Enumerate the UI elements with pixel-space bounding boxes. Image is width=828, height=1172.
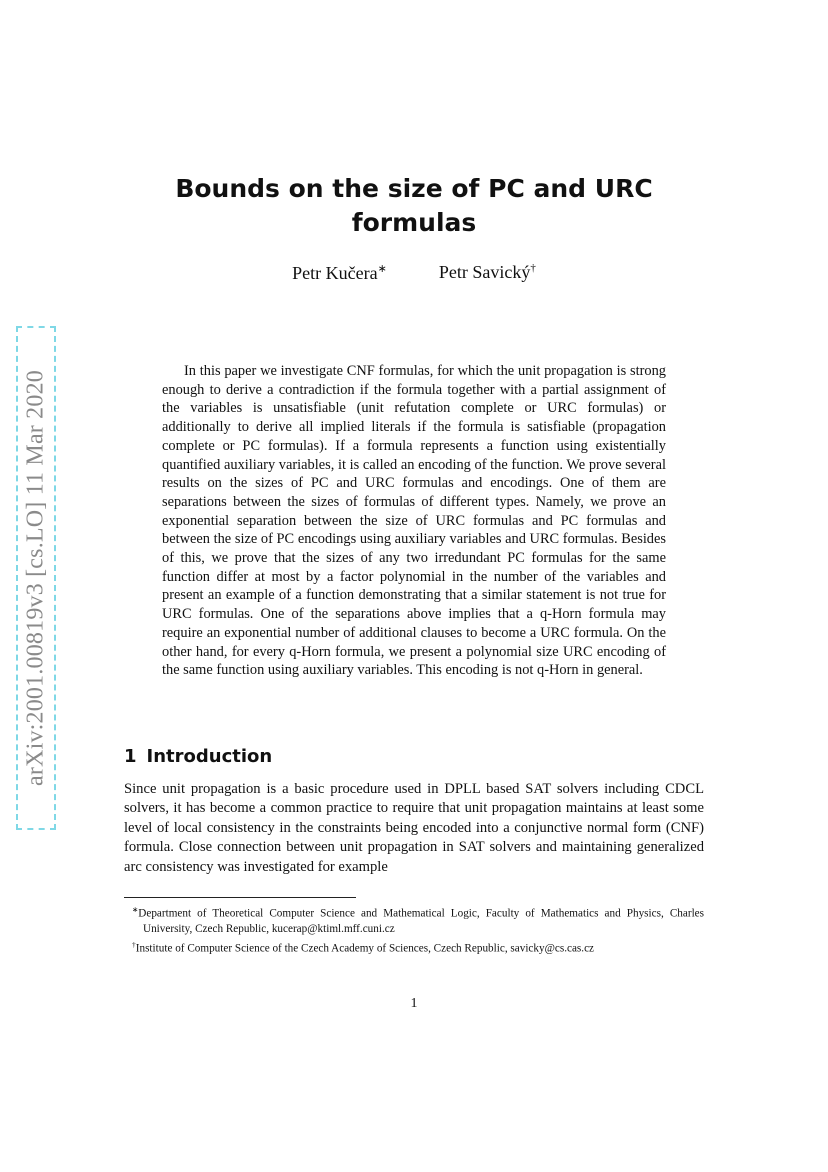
author-footnote-mark: † <box>530 262 536 274</box>
footnote-divider <box>124 897 356 898</box>
footnotes <box>124 902 704 956</box>
author: Petr Kučera∗ <box>292 263 387 283</box>
arxiv-sidebar-stamp <box>16 326 56 830</box>
footnote: †Institute of Computer Science of the Czech Academy of Sciences, Czech Republic, savicky@cs.cas.cz <box>132 939 595 955</box>
section-heading <box>124 746 272 767</box>
arxiv-identifier: arXiv:2001.00819v3 [cs.LO] 11 Mar 2020 <box>22 370 49 786</box>
author-footnote-mark: ∗ <box>377 263 387 275</box>
section-title: Introduction <box>146 746 273 767</box>
abstract: In this paper we investigate CNF formulas, for which the unit propagation is strong enough to derive a contradiction if the formula together with a partial assignment of the variables is unsatisfiable (unit refutation complete or URC formulas) or additionally to derive all implied literals if the formula is satisfiable (propagation complete or PC formulas). If a formula represents a function using existentially quantified auxiliary variables, it is called an encoding of the function. We prove several results on the sizes of PC and URC formulas and encodings. One of them are separations between the sizes of formulas of different types. Namely, we prove an exponential separation between the size of URC formulas and PC formulas and between the size of PC encodings using auxiliary variables and URC formulas. Besides of this, we prove that the sizes of any two irredundant PC formulas for the same function differ at most by a factor polynomial in the number of the variables and present an example of a function demonstrating that a similar statement is not true for URC formulas. One of the separations above implies that a q-Horn formula may require an exponential number of additional clauses to become a URC formula. On the other hand, for every q-Horn formula, we present a polynomial size URC encoding of the same function using auxiliary variables. This encoding is not q-Horn in general. <box>162 363 666 679</box>
footnote: ∗Department of Theoretical Computer Science and Mathematical Logic, Faculty of Mathematics and Physics, Charles University, Czech Republic, kucerap@ktiml.mff.cuni.cz <box>132 905 704 935</box>
section-number: 1 <box>124 746 137 767</box>
author-list <box>150 262 678 284</box>
author: Petr Savický† <box>438 262 536 282</box>
page-number: 1 <box>410 996 418 1011</box>
introduction-paragraph: Since unit propagation is a basic procedure used in DPLL based SAT solvers including CDCL solvers, it has become a common practice to require that unit propagation maintains at least some level of local consistency in the constraints being encoded into a conjunctive normal form (CNF) formula. Close connection between unit propagation in SAT solvers and maintaining generalized arc consistency was investigated for example <box>124 781 704 875</box>
footnote-mark: † <box>132 939 136 949</box>
footnote-mark: ∗ <box>132 905 139 914</box>
paper-title: Bounds on the size of PC and URC formulas <box>175 174 653 237</box>
